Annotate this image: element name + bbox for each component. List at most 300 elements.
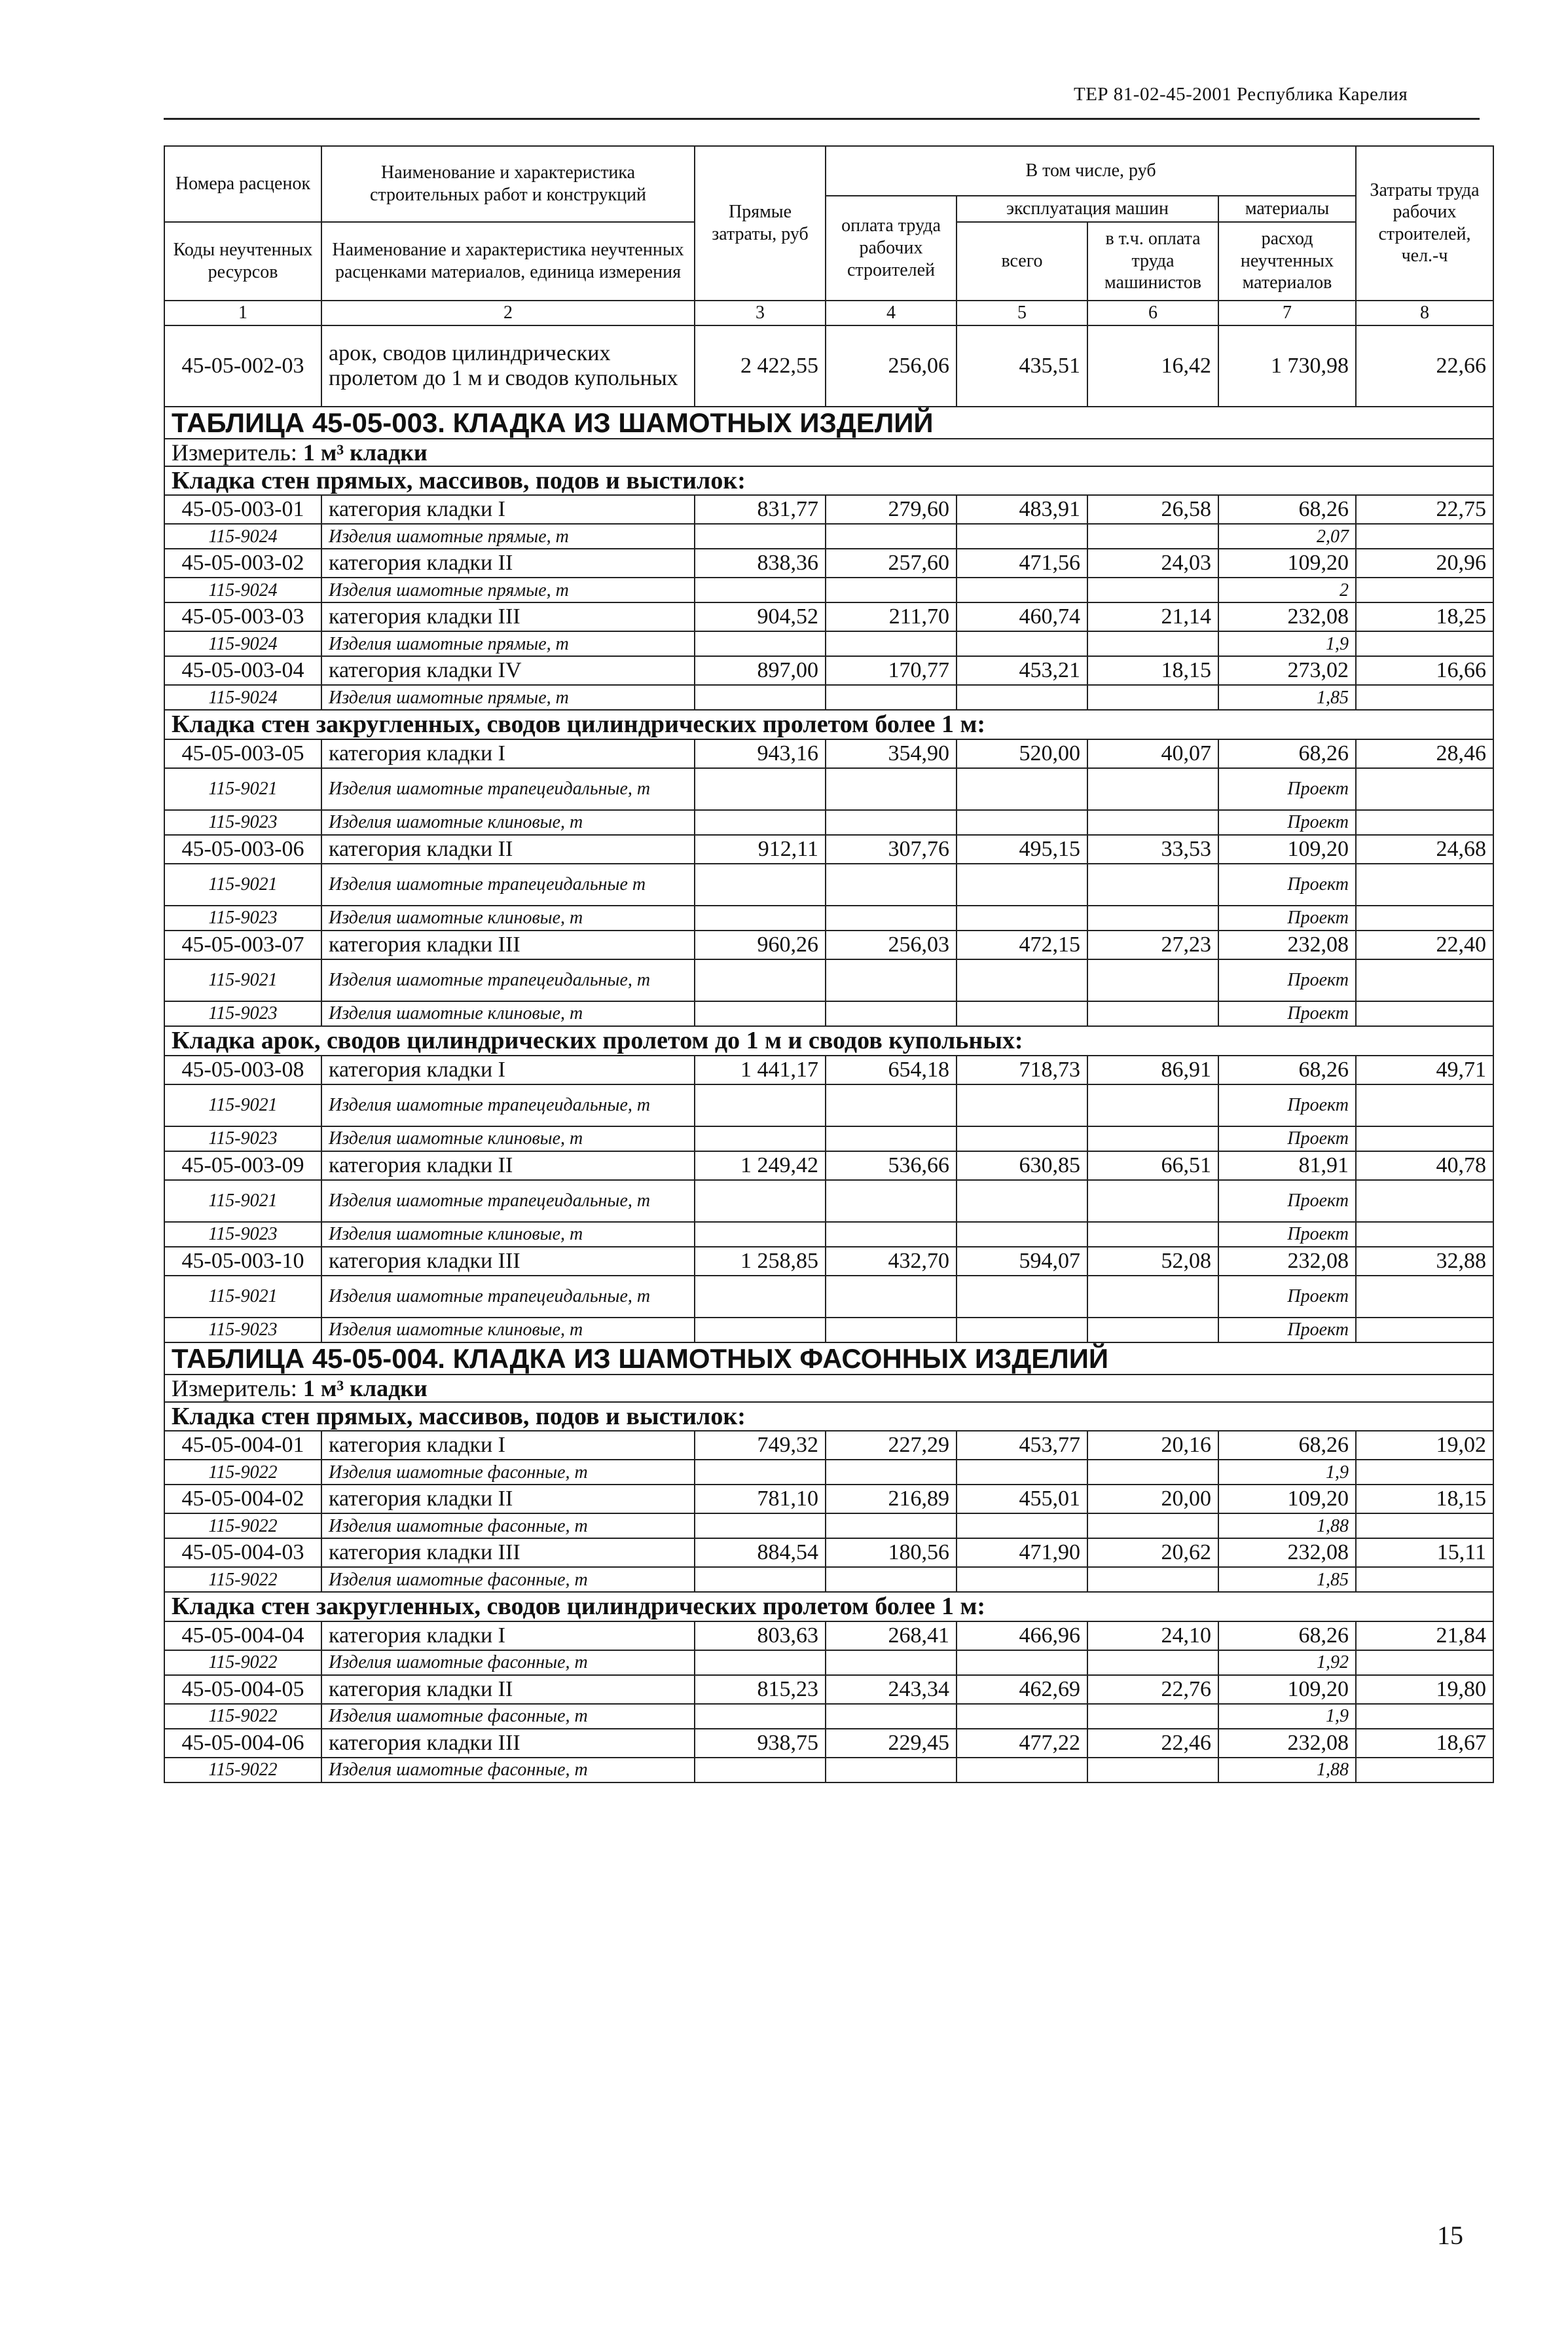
resource-row — [164, 1758, 1493, 1782]
header-material-name: Наименование и характеристика неучтенных расценками материалов, единица измерения — [321, 222, 695, 301]
labor-hours: 32,88 — [1356, 1247, 1493, 1276]
labor-pay: 432,70 — [826, 1247, 957, 1276]
operators-pay: 22,76 — [1087, 1675, 1218, 1704]
resource-row — [164, 631, 1493, 656]
resource-code: 115-9022 — [164, 1650, 321, 1675]
resource-name: Изделия шамотные трапецеидальные, т — [321, 1276, 695, 1318]
resource-row — [164, 1222, 1493, 1247]
labor-hours: 16,66 — [1356, 656, 1493, 685]
header-materials: материалы — [1218, 196, 1356, 222]
resource-quantity: Проект — [1218, 1276, 1356, 1318]
resource-row — [164, 1001, 1493, 1026]
empty-cell — [1356, 1001, 1493, 1026]
operators-pay: 16,42 — [1087, 325, 1218, 407]
resource-row — [164, 1180, 1493, 1222]
empty-cell — [1087, 1084, 1218, 1126]
header-operators-pay: в т.ч. оплата труда машинистов — [1087, 222, 1218, 301]
column-number: 7 — [1218, 301, 1356, 325]
empty-cell — [957, 1318, 1087, 1342]
section-row — [164, 710, 1493, 739]
resource-quantity: 1,85 — [1218, 1567, 1356, 1592]
rate-code: 45-05-003-04 — [164, 656, 321, 685]
empty-cell — [1087, 1704, 1218, 1729]
section-row — [164, 1592, 1493, 1621]
materials-cost: 68,26 — [1218, 1056, 1356, 1084]
empty-cell — [1356, 1704, 1493, 1729]
labor-pay: 307,76 — [826, 835, 957, 864]
labor-pay: 229,45 — [826, 1729, 957, 1758]
operators-pay: 33,53 — [1087, 835, 1218, 864]
resource-code: 115-9023 — [164, 1318, 321, 1342]
labor-pay: 216,89 — [826, 1485, 957, 1513]
machines-total: 483,91 — [957, 495, 1087, 524]
direct-costs: 904,52 — [695, 602, 826, 631]
rate-name: категория кладки III — [321, 602, 695, 631]
resource-row — [164, 1084, 1493, 1126]
machines-total: 520,00 — [957, 739, 1087, 768]
resource-quantity: Проект — [1218, 768, 1356, 810]
rate-name: категория кладки III — [321, 931, 695, 959]
empty-cell — [1356, 685, 1493, 710]
materials-cost: 232,08 — [1218, 1247, 1356, 1276]
resource-code: 115-9021 — [164, 768, 321, 810]
empty-cell — [1087, 1318, 1218, 1342]
empty-cell — [957, 959, 1087, 1001]
header-material-usage: расход неучтенных материалов — [1218, 222, 1356, 301]
empty-cell — [826, 578, 957, 602]
empty-cell — [695, 1180, 826, 1222]
rate-name: категория кладки II — [321, 1675, 695, 1704]
resource-quantity: Проект — [1218, 1126, 1356, 1151]
empty-cell — [957, 524, 1087, 549]
empty-cell — [957, 1222, 1087, 1247]
empty-cell — [957, 1704, 1087, 1729]
machines-total: 594,07 — [957, 1247, 1087, 1276]
resource-row — [164, 685, 1493, 710]
empty-cell — [826, 768, 957, 810]
rate-name: категория кладки I — [321, 739, 695, 768]
empty-cell — [957, 631, 1087, 656]
materials-cost: 1 730,98 — [1218, 325, 1356, 407]
rate-name: категория кладки II — [321, 1151, 695, 1180]
operators-pay: 26,58 — [1087, 495, 1218, 524]
rate-row — [164, 495, 1493, 524]
column-number: 4 — [826, 301, 957, 325]
rate-name: категория кладки I — [321, 495, 695, 524]
empty-cell — [1356, 1460, 1493, 1485]
empty-cell — [826, 1222, 957, 1247]
resource-code: 115-9021 — [164, 1084, 321, 1126]
labor-hours: 18,67 — [1356, 1729, 1493, 1758]
empty-cell — [1087, 1222, 1218, 1247]
materials-cost: 109,20 — [1218, 835, 1356, 864]
empty-cell — [826, 1704, 957, 1729]
meter-value: 1 м³ кладки — [302, 439, 428, 466]
empty-cell — [695, 959, 826, 1001]
empty-cell — [695, 810, 826, 835]
column-numbers-row — [164, 301, 1493, 325]
resource-code: 115-9022 — [164, 1567, 321, 1592]
rate-name: категория кладки I — [321, 1056, 695, 1084]
empty-cell — [957, 1460, 1087, 1485]
materials-cost: 109,20 — [1218, 1485, 1356, 1513]
resource-name: Изделия шамотные прямые, т — [321, 631, 695, 656]
rate-row — [164, 656, 1493, 685]
labor-pay: 268,41 — [826, 1621, 957, 1650]
empty-cell — [695, 685, 826, 710]
resource-quantity: Проект — [1218, 1222, 1356, 1247]
header-including: В том числе, руб — [826, 146, 1356, 196]
empty-cell — [957, 1513, 1087, 1538]
empty-cell — [1356, 1650, 1493, 1675]
section-row — [164, 1026, 1493, 1056]
operators-pay: 18,15 — [1087, 656, 1218, 685]
materials-cost: 232,08 — [1218, 1538, 1356, 1567]
machines-total: 453,77 — [957, 1431, 1087, 1460]
empty-cell — [957, 1180, 1087, 1222]
resource-code: 115-9022 — [164, 1758, 321, 1782]
machines-total: 453,21 — [957, 656, 1087, 685]
labor-hours: 19,80 — [1356, 1675, 1493, 1704]
page-header: ТЕР 81-02-45-2001 Республика Карелия — [1074, 84, 1408, 105]
empty-cell — [1356, 1567, 1493, 1592]
meter-label: Измеритель: — [172, 1375, 303, 1401]
direct-costs: 943,16 — [695, 739, 826, 768]
empty-cell — [1087, 1276, 1218, 1318]
resource-code: 115-9024 — [164, 578, 321, 602]
labor-pay: 279,60 — [826, 495, 957, 524]
rate-row — [164, 549, 1493, 578]
empty-cell — [1356, 1084, 1493, 1126]
materials-cost: 109,20 — [1218, 549, 1356, 578]
direct-costs: 960,26 — [695, 931, 826, 959]
labor-hours: 28,46 — [1356, 739, 1493, 768]
resource-quantity: Проект — [1218, 959, 1356, 1001]
empty-cell — [1356, 810, 1493, 835]
rate-row — [164, 1247, 1493, 1276]
empty-cell — [1087, 578, 1218, 602]
empty-cell — [1087, 1001, 1218, 1026]
resource-name: Изделия шамотные клиновые, т — [321, 1318, 695, 1342]
labor-hours: 15,11 — [1356, 1538, 1493, 1567]
labor-pay: 180,56 — [826, 1538, 957, 1567]
materials-cost: 81,91 — [1218, 1151, 1356, 1180]
labor-hours: 22,40 — [1356, 931, 1493, 959]
direct-costs: 831,77 — [695, 495, 826, 524]
section-row — [164, 466, 1493, 496]
labor-pay: 243,34 — [826, 1675, 957, 1704]
resource-row — [164, 1460, 1493, 1485]
materials-cost: 273,02 — [1218, 656, 1356, 685]
resource-code: 115-9021 — [164, 1180, 321, 1222]
empty-cell — [1356, 578, 1493, 602]
resource-row — [164, 959, 1493, 1001]
resource-row — [164, 906, 1493, 931]
machines-total: 477,22 — [957, 1729, 1087, 1758]
table-body — [164, 325, 1493, 1782]
resource-quantity: 1,92 — [1218, 1650, 1356, 1675]
resource-code: 115-9021 — [164, 864, 321, 906]
header-labor-hours: Затраты труда рабочих строителей, чел.-ч — [1356, 146, 1493, 301]
materials-cost: 232,08 — [1218, 931, 1356, 959]
direct-costs: 815,23 — [695, 1675, 826, 1704]
empty-cell — [957, 810, 1087, 835]
direct-costs: 938,75 — [695, 1729, 826, 1758]
resource-code: 115-9023 — [164, 1222, 321, 1247]
labor-hours: 19,02 — [1356, 1431, 1493, 1460]
empty-cell — [695, 1460, 826, 1485]
rate-name: категория кладки I — [321, 1621, 695, 1650]
header-direct-costs: Прямые затраты, руб — [695, 146, 826, 301]
empty-cell — [1356, 1318, 1493, 1342]
resource-row — [164, 1650, 1493, 1675]
section-title: Кладка стен прямых, массивов, подов и выстилок: — [164, 466, 1493, 496]
resource-name: Изделия шамотные клиновые, т — [321, 1126, 695, 1151]
empty-cell — [695, 1318, 826, 1342]
rate-row — [164, 1675, 1493, 1704]
rates-table — [164, 145, 1494, 1783]
empty-cell — [826, 1084, 957, 1126]
resource-name: Изделия шамотные фасонные, т — [321, 1460, 695, 1485]
labor-hours: 49,71 — [1356, 1056, 1493, 1084]
rate-name: категория кладки III — [321, 1247, 695, 1276]
resource-code: 115-9022 — [164, 1513, 321, 1538]
rate-code: 45-05-004-05 — [164, 1675, 321, 1704]
rate-name: категория кладки III — [321, 1538, 695, 1567]
direct-costs: 803,63 — [695, 1621, 826, 1650]
rate-row — [164, 1621, 1493, 1650]
labor-pay: 256,03 — [826, 931, 957, 959]
resource-quantity: Проект — [1218, 810, 1356, 835]
resource-code: 115-9022 — [164, 1460, 321, 1485]
machines-total: 471,90 — [957, 1538, 1087, 1567]
empty-cell — [695, 1276, 826, 1318]
empty-cell — [1087, 768, 1218, 810]
materials-cost: 68,26 — [1218, 739, 1356, 768]
machines-total: 718,73 — [957, 1056, 1087, 1084]
resource-code: 115-9023 — [164, 1126, 321, 1151]
meter-value: 1 м³ кладки — [302, 1375, 428, 1401]
empty-cell — [957, 1084, 1087, 1126]
empty-cell — [826, 1460, 957, 1485]
resource-quantity: 1,85 — [1218, 685, 1356, 710]
rate-code: 45-05-004-02 — [164, 1485, 321, 1513]
empty-cell — [695, 1222, 826, 1247]
machines-total: 435,51 — [957, 325, 1087, 407]
column-number: 1 — [164, 301, 321, 325]
rate-row — [164, 1538, 1493, 1567]
resource-row — [164, 1276, 1493, 1318]
resource-row — [164, 1704, 1493, 1729]
resource-code: 115-9024 — [164, 685, 321, 710]
direct-costs: 2 422,55 — [695, 325, 826, 407]
empty-cell — [695, 1704, 826, 1729]
direct-costs: 1 441,17 — [695, 1056, 826, 1084]
empty-cell — [957, 864, 1087, 906]
empty-cell — [1087, 1180, 1218, 1222]
resource-quantity: 2,07 — [1218, 524, 1356, 549]
empty-cell — [957, 1276, 1087, 1318]
empty-cell — [695, 768, 826, 810]
empty-cell — [695, 1084, 826, 1126]
rate-row — [164, 739, 1493, 768]
resource-code: 115-9023 — [164, 906, 321, 931]
empty-cell — [1087, 1758, 1218, 1782]
rate-row — [164, 1056, 1493, 1084]
rate-code: 45-05-003-10 — [164, 1247, 321, 1276]
machines-total: 462,69 — [957, 1675, 1087, 1704]
empty-cell — [695, 1650, 826, 1675]
materials-cost: 232,08 — [1218, 602, 1356, 631]
empty-cell — [1356, 1758, 1493, 1782]
labor-pay: 654,18 — [826, 1056, 957, 1084]
resource-row — [164, 1126, 1493, 1151]
resource-name: Изделия шамотные трапецеидальные, т — [321, 1084, 695, 1126]
empty-cell — [1356, 1222, 1493, 1247]
resource-name: Изделия шамотные прямые, т — [321, 685, 695, 710]
resource-code: 115-9024 — [164, 524, 321, 549]
direct-costs: 897,00 — [695, 656, 826, 685]
rate-name: категория кладки IV — [321, 656, 695, 685]
empty-cell — [695, 864, 826, 906]
resource-name: Изделия шамотные трапецеидальные, т — [321, 768, 695, 810]
resource-name: Изделия шамотные фасонные, т — [321, 1758, 695, 1782]
empty-cell — [695, 906, 826, 931]
section-title: Кладка стен закругленных, сводов цилиндрических пролетом более 1 м: — [164, 1592, 1493, 1621]
meter-row — [164, 439, 1493, 466]
empty-cell — [695, 1758, 826, 1782]
resource-code: 115-9021 — [164, 1276, 321, 1318]
labor-hours: 18,25 — [1356, 602, 1493, 631]
operators-pay: 24,10 — [1087, 1621, 1218, 1650]
rate-name: категория кладки III — [321, 1729, 695, 1758]
empty-cell — [695, 631, 826, 656]
operators-pay: 27,23 — [1087, 931, 1218, 959]
rate-row — [164, 1485, 1493, 1513]
empty-cell — [957, 1567, 1087, 1592]
empty-cell — [826, 631, 957, 656]
empty-cell — [826, 1567, 957, 1592]
rate-code: 45-05-004-03 — [164, 1538, 321, 1567]
empty-cell — [1356, 864, 1493, 906]
rate-code: 45-05-004-01 — [164, 1431, 321, 1460]
header-labor-pay: оплата труда рабочих строителей — [826, 196, 957, 301]
empty-cell — [1087, 1513, 1218, 1538]
labor-hours: 40,78 — [1356, 1151, 1493, 1180]
empty-cell — [695, 1513, 826, 1538]
machines-total: 455,01 — [957, 1485, 1087, 1513]
empty-cell — [826, 1276, 957, 1318]
empty-cell — [1087, 631, 1218, 656]
header-resource-code: Коды неучтенных ресурсов — [164, 222, 321, 301]
column-number: 8 — [1356, 301, 1493, 325]
operators-pay: 40,07 — [1087, 739, 1218, 768]
resource-code: 115-9022 — [164, 1704, 321, 1729]
rate-code: 45-05-004-04 — [164, 1621, 321, 1650]
rate-row — [164, 1151, 1493, 1180]
rate-code: 45-05-003-09 — [164, 1151, 321, 1180]
resource-row — [164, 810, 1493, 835]
empty-cell — [1087, 685, 1218, 710]
labor-hours: 22,66 — [1356, 325, 1493, 407]
empty-cell — [1356, 1126, 1493, 1151]
labor-hours: 20,96 — [1356, 549, 1493, 578]
resource-name: Изделия шамотные трапецеидальные, т — [321, 1180, 695, 1222]
empty-cell — [1356, 768, 1493, 810]
labor-pay: 354,90 — [826, 739, 957, 768]
table-header — [164, 146, 1493, 325]
labor-pay: 170,77 — [826, 656, 957, 685]
direct-costs: 1 249,42 — [695, 1151, 826, 1180]
operators-pay: 21,14 — [1087, 602, 1218, 631]
empty-cell — [957, 1126, 1087, 1151]
empty-cell — [826, 1758, 957, 1782]
rate-code: 45-05-003-07 — [164, 931, 321, 959]
meter-line — [164, 439, 1493, 466]
rate-code: 45-05-003-08 — [164, 1056, 321, 1084]
rate-code: 45-05-003-02 — [164, 549, 321, 578]
resource-row — [164, 768, 1493, 810]
direct-costs: 912,11 — [695, 835, 826, 864]
operators-pay: 20,62 — [1087, 1538, 1218, 1567]
resource-code: 115-9023 — [164, 1001, 321, 1026]
operators-pay: 24,03 — [1087, 549, 1218, 578]
empty-cell — [957, 1001, 1087, 1026]
column-number: 2 — [321, 301, 695, 325]
header-machines: эксплуатация машин — [957, 196, 1218, 222]
table-title: ТАБЛИЦА 45-05-004. КЛАДКА ИЗ ШАМОТНЫХ ФАСОННЫХ ИЗДЕЛИЙ — [164, 1342, 1493, 1375]
rate-name: категория кладки II — [321, 1485, 695, 1513]
empty-cell — [695, 1001, 826, 1026]
rate-name: категория кладки II — [321, 549, 695, 578]
machines-total: 630,85 — [957, 1151, 1087, 1180]
empty-cell — [1356, 1180, 1493, 1222]
resource-quantity: Проект — [1218, 864, 1356, 906]
empty-cell — [1087, 1567, 1218, 1592]
header-rate-number: Номера расценок — [164, 146, 321, 222]
empty-cell — [826, 906, 957, 931]
table-title-row — [164, 407, 1493, 439]
materials-cost: 68,26 — [1218, 1431, 1356, 1460]
empty-cell — [1087, 906, 1218, 931]
machines-total: 495,15 — [957, 835, 1087, 864]
resource-code: 115-9023 — [164, 810, 321, 835]
rate-code: 45-05-003-05 — [164, 739, 321, 768]
operators-pay: 86,91 — [1087, 1056, 1218, 1084]
labor-pay: 211,70 — [826, 602, 957, 631]
machines-total: 472,15 — [957, 931, 1087, 959]
rate-row — [164, 1729, 1493, 1758]
empty-cell — [826, 864, 957, 906]
empty-cell — [957, 685, 1087, 710]
resource-name: Изделия шамотные фасонные, т — [321, 1567, 695, 1592]
column-number: 5 — [957, 301, 1087, 325]
empty-cell — [695, 524, 826, 549]
section-title: Кладка стен прямых, массивов, подов и выстилок: — [164, 1402, 1493, 1431]
section-row — [164, 1402, 1493, 1431]
empty-cell — [957, 768, 1087, 810]
header-machines-total: всего — [957, 222, 1087, 301]
empty-cell — [957, 1650, 1087, 1675]
empty-cell — [1356, 1276, 1493, 1318]
meter-row — [164, 1375, 1493, 1402]
header-rule — [164, 118, 1480, 120]
direct-costs: 781,10 — [695, 1485, 826, 1513]
labor-pay: 227,29 — [826, 1431, 957, 1460]
rate-name: арок, сводов цилиндрических пролетом до 1 м и сводов купольных — [321, 325, 695, 407]
resource-row — [164, 578, 1493, 602]
empty-cell — [826, 524, 957, 549]
